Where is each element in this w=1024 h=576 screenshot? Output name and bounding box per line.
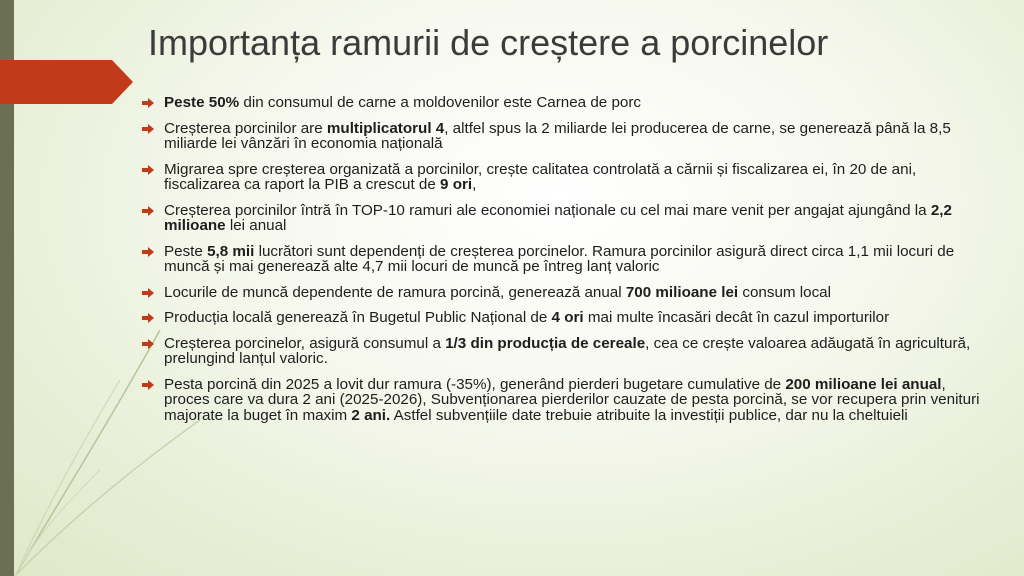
bullet-text: lucrători sunt dependenți de creșterea porcinelor. Ramura porcinilor asigură direct circa 1,1 mii locuri de muncă și mai generează alte 4,7 mii locuri de muncă pe întreg lanț valoric (164, 242, 955, 275)
bullet-text-bold: multiplicatorul 4 (326, 119, 445, 137)
bullet-item (142, 285, 982, 301)
bullet-text-bold: 1/3 din producția de cereale (445, 334, 646, 352)
red-arrow-accent (0, 60, 133, 104)
bullet-item (142, 121, 982, 152)
bullet-text: Creșterea porcinilor întră în TOP-10 ramuri ale economiei naționale cu cel mai mare venit per angajat ajungând la (164, 201, 931, 219)
bullet-item (142, 162, 982, 193)
bullet-text-bold: 9 ori (440, 176, 473, 193)
bullet-text: Astfel subvențiile date trebuie atribuite la investiții publice, dar nu la cheltuieli (390, 406, 908, 424)
bullet-text: , (472, 176, 477, 193)
decorative-curve (15, 420, 200, 576)
decorative-curve (15, 470, 100, 576)
bullet-item (142, 377, 982, 424)
bullet-text-bold: Peste 50% (164, 94, 240, 111)
bullet-item (142, 310, 982, 326)
bullet-text: Creșterea porcinilor are (164, 119, 327, 137)
bullet-text: din consumul de carne a moldovenilor este Carnea de porc (239, 94, 642, 111)
bullet-item (142, 203, 982, 234)
bullet-item (142, 244, 982, 275)
decorative-curve (15, 380, 120, 576)
bullet-text: Creșterea porcinelor, asigură consumul a (164, 334, 446, 352)
bullet-text: Producția locală generează în Bugetul Public Național de (164, 309, 552, 326)
bullet-text: , proces care va dura 2 ani (2025-2026), Subvenționarea pierderilor cauzate de pesta porcină, se vor recupera prin venituri majorate la buget în maxim (164, 375, 980, 424)
bullet-text: Peste (164, 242, 208, 260)
bullet-text-bold: 200 milioane lei anual (785, 375, 942, 393)
bullet-text: Migrarea spre creșterea organizată a porcinilor, crește calitatea controlată a cărnii și fiscalizarea ei, în 20 de ani, fiscalizarea ca raport la PIB a crescut de (164, 160, 917, 193)
bullet-text: , cea ce crește valoarea adăugată în agricultură, prelungind lanțul valoric. (164, 334, 971, 367)
slide-title: Importanța ramurii de creștere a porcinelor (148, 22, 829, 63)
bullet-text-bold: 700 milioane lei (625, 283, 739, 301)
bullet-text-bold: 2 ani. (351, 406, 391, 424)
bullet-text-bold: 5,8 mii (207, 242, 255, 260)
bullet-text-bold: 4 ori (551, 309, 584, 326)
bullet-item (142, 336, 982, 367)
bullet-text-bold: 2,2 milioane (164, 201, 952, 234)
decorative-curve (15, 330, 160, 576)
bullet-text: lei anual (225, 217, 287, 234)
bullet-list (142, 95, 982, 433)
bullet-text: Locurile de muncă dependente de ramura porcină, generează anual (164, 283, 626, 301)
bullet-text: mai multe încasări decât în cazul importurilor (583, 309, 890, 326)
bullet-text: Pesta porcină din 2025 a lovit dur ramura (-35%), generând pierderi bugetare cumulative de (164, 375, 786, 393)
bullet-text: consum local (738, 283, 831, 301)
bullet-text: , altfel spus la 2 miliarde lei producerea de carne, se generează până la 8,5 miliarde lei vânzări în economia națională (164, 119, 951, 152)
bullet-item (142, 95, 982, 111)
